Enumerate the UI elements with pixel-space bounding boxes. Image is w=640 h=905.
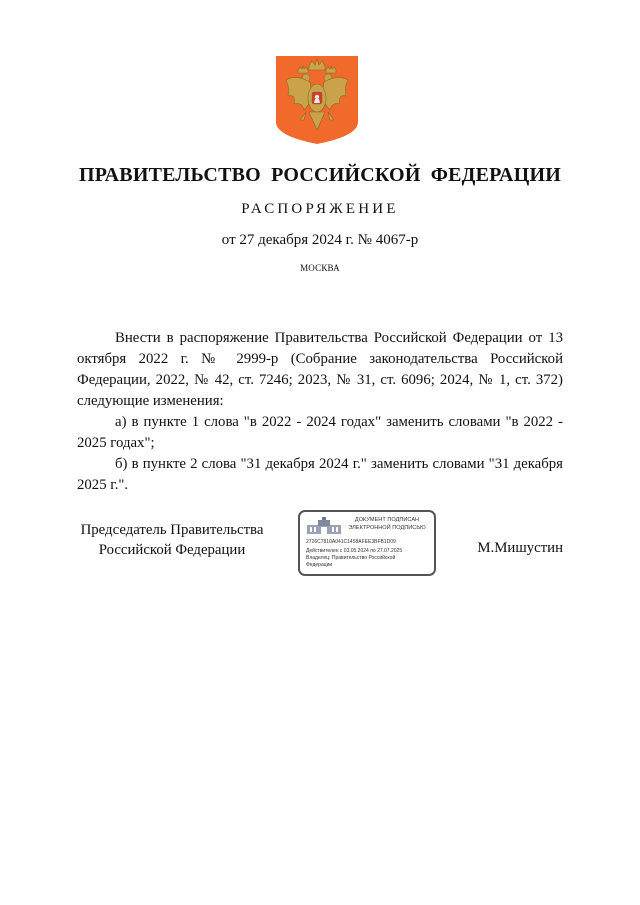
stamp-owner-line2: Федерации [306, 562, 333, 568]
stamp-title-line2: ЭЛЕКТРОННОЙ ПОДПИСЬЮ [348, 524, 426, 531]
body-paragraph: Внести в распоряжение Правительства Российской Федерации от 13 октября 2022 г. № 2999-р (Собрание законодательства Российской Федерации, 2022, № 42, ст. 7246; 2023, № 31, ст. 6096; 2024, № 1, ст. 372) следующие изменения: [77, 330, 563, 409]
document-date-number: от 27 декабря 2024 г. № 4067-р [221, 232, 419, 248]
document-body [77, 328, 563, 496]
signer-position [77, 520, 267, 560]
stamp-owner-line1: Владелец: Правительство Российской [306, 555, 396, 561]
government-building-icon [306, 517, 342, 535]
body-item-b: б) в пункте 2 слова "31 декабря 2024 г." заменить словами "31 декабря 2025 г.". [77, 456, 563, 493]
body-item-a: а) в пункте 1 слова "в 2022 - 2024 годах" заменить словами "в 2022 - 2025 годах"; [77, 414, 563, 451]
document-city: МОСКВА [300, 263, 340, 273]
stamp-title [340, 517, 434, 532]
stamp-certificate: 2726C7810A041C1458AFEE3BFB1D09 [306, 539, 396, 545]
electronic-signature-stamp [298, 510, 436, 576]
government-title: ПРАВИТЕЛЬСТВО РОССИЙСКОЙ ФЕДЕРАЦИИ [79, 164, 561, 186]
document-type: РАСПОРЯЖЕНИЕ [241, 201, 399, 217]
coat-of-arms-emblem [276, 56, 358, 144]
stamp-validity: Действителен с 03.05.2024 по 27.07.2025 [306, 548, 403, 554]
signer-name: М.Мишустин [477, 540, 563, 556]
signer-position-line1: Председатель Правительства [80, 522, 264, 538]
stamp-title-line1: ДОКУМЕНТ ПОДПИСАН [354, 517, 420, 523]
signer-position-line2: Российской Федерации [98, 542, 246, 558]
